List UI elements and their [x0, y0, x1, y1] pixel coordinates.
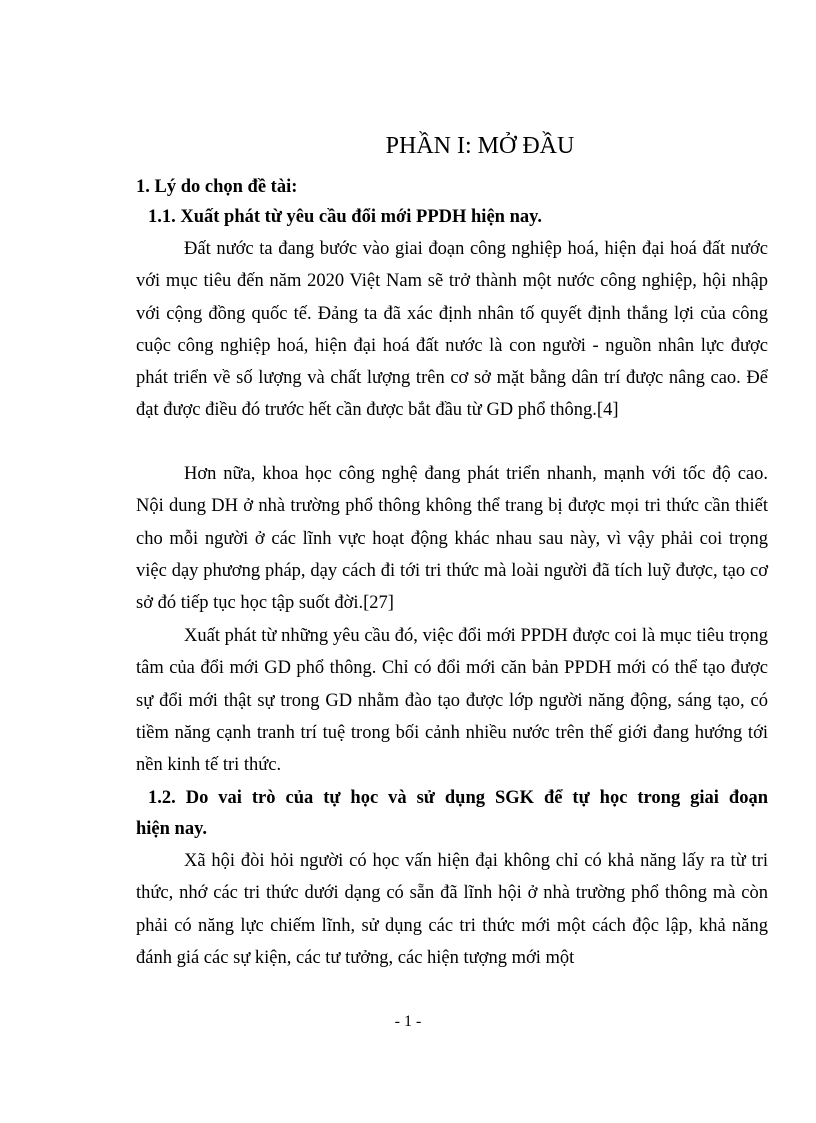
paragraph-1: Đất nước ta đang bước vào giai đoạn công nghiệp hoá, hiện đại hoá đất nước với mục tiêu đến năm 2020 Việt Nam sẽ trở thành một nước công nghiệp, hội nhập với cộng đồng quốc tế. Đảng ta đã xác định nhân tố quyết định thắng lợi của công cuộc công nghiệp hoá, hiện đại hoá đất nước là con người - nguồn nhân lực được phát triển về số lượng và chất lượng trên cơ sở mặt bằng dân trí được nâng cao. Để đạt được điều đó trước hết cần được bắt đầu từ GD phổ thông.[4]	[136, 239, 768, 421]
subsection-heading-1-1: 1.1. Xuất phát từ yêu cầu đổi mới PPDH hiện nay.	[148, 207, 542, 227]
subsection-heading-1-2-line-1: 1.2. Do vai trò của tự học và sử dụng SGK để tự học trong giai đoạn	[148, 788, 768, 808]
paragraph-2: Hơn nữa, khoa học công nghệ đang phát triển nhanh, mạnh với tốc độ cao. Nội dung DH ở nhà trường phổ thông không thể trang bị được mọi tri thức cần thiết cho mỗi người ở các lĩnh vực hoạt động khác nhau sau này, vì vậy phải coi trọng việc dạy phương pháp, dạy cách đi tới tri thức mà loài người đã tích luỹ được, tạo cơ sở đó tiếp tục học tập suốt đời.[27]	[136, 464, 768, 614]
paragraph-4: Xã hội đòi hỏi người có học vấn hiện đại không chỉ có khả năng lấy ra từ tri thức, nhớ các tri thức dưới dạng có sẵn đã lĩnh hội ở nhà trường phổ thông mà còn phải có năng lực chiếm lĩnh, sử dụng các tri thức mới một cách độc lập, khả năng đánh giá các sự kiện, các tư tưởng, các hiện tượng mới một	[136, 851, 768, 968]
section-heading-1: 1. Lý do chọn đề tài:	[136, 177, 298, 197]
page-number: - 1 -	[394, 1013, 422, 1030]
page-title: PHẦN I: MỞ ĐẦU	[385, 133, 575, 159]
subsection-heading-1-2	[136, 783, 768, 845]
subsection-heading-1-2-line-2: hiện nay.	[136, 819, 207, 839]
paragraph-3: Xuất phát từ những yêu cầu đó, việc đổi mới PPDH được coi là mục tiêu trọng tâm của đổi mới GD phổ thông. Chỉ có đổi mới căn bản PPDH mới có thể tạo được sự đổi mới thật sự trong GD nhằm đào tạo được lớp người năng động, sáng tạo, có tiềm năng cạnh tranh trí tuệ trong bối cảnh nhiều nước trên thế giới đang hướng tới nền kinh tế tri thức.	[136, 626, 768, 776]
